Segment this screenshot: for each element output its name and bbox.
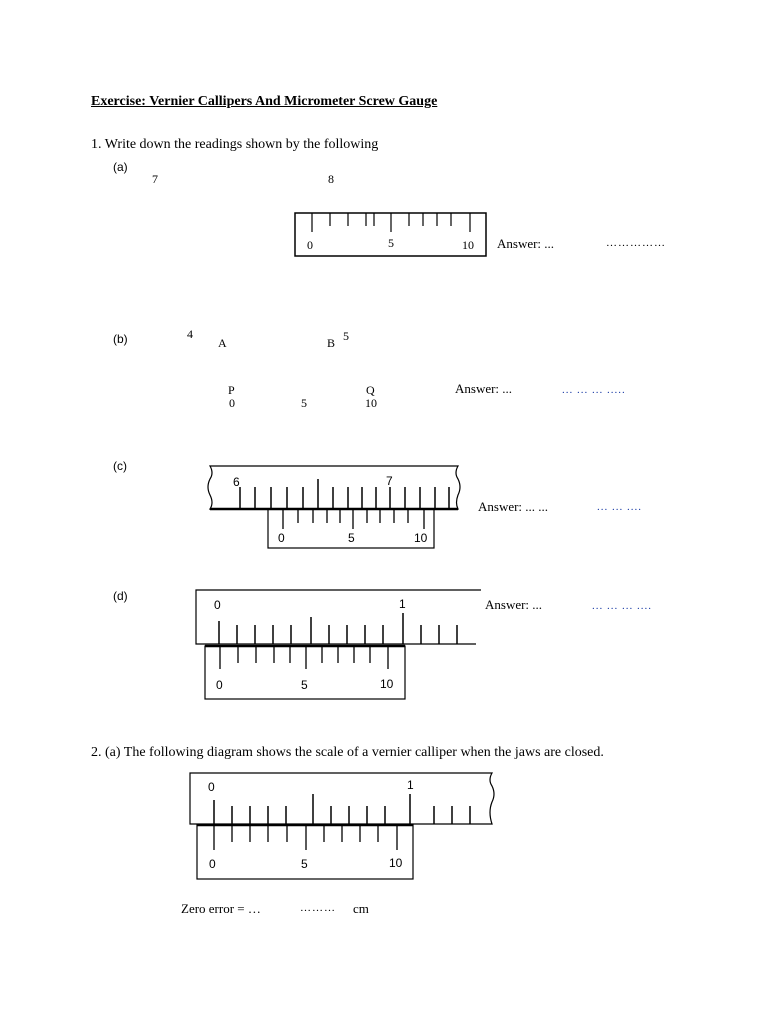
part-c-main-label-6: 6 (233, 475, 240, 489)
part-a-vernier-scale (294, 212, 488, 258)
question-2-prompt: 2. (a) The following diagram shows the scale of a vernier calliper when the jaws are closed. (91, 745, 604, 760)
part-d-main-label-1: 1 (399, 597, 406, 611)
part-c-answer-label: Answer: ... ... (478, 499, 549, 514)
part-b-vernier-label-0: 0 (229, 396, 235, 410)
part-b-main-left-number: 4 (187, 327, 193, 341)
q2-main-label-1: 1 (407, 778, 414, 792)
part-c-answer-blank: ... ... .... (597, 501, 642, 513)
part-c-main-label-7: 7 (386, 474, 393, 488)
part-a-answer-blank: …………… (606, 237, 666, 249)
part-b-point-a: A (218, 336, 227, 350)
part-b-point-q: Q (366, 383, 375, 397)
part-b-vernier-label-10: 10 (365, 396, 377, 410)
part-a-vernier-label-5: 5 (388, 236, 394, 250)
part-a-answer-label: Answer: ... (497, 236, 555, 251)
q2-vernier-label-0: 0 (209, 857, 216, 871)
q2-main-label-0: 0 (208, 780, 215, 794)
zero-error-blank: ……… (300, 902, 336, 914)
part-d-vernier-scale (194, 589, 484, 701)
part-c-vernier-label-5: 5 (348, 531, 355, 545)
part-b-label: (b) (113, 332, 128, 346)
page-title: Exercise: Vernier Callipers And Micrometer Screw Gauge (91, 94, 438, 109)
question-1-prompt: 1. Write down the readings shown by the following (91, 137, 379, 152)
part-b-main-right-number: 5 (343, 329, 349, 343)
part-b-answer-blank: ... ... ... ..... (562, 384, 626, 396)
part-a-main-left-number: 7 (152, 172, 158, 186)
part-d-answer-label: Answer: ... (485, 597, 543, 612)
part-d-vernier-label-10: 10 (380, 677, 394, 691)
zero-error-label: Zero error = … (181, 901, 261, 916)
part-a-vernier-label-0: 0 (307, 238, 313, 252)
part-a-main-right-number: 8 (328, 172, 334, 186)
part-a-label: (a) (113, 160, 128, 174)
part-b-point-b: B (327, 336, 336, 350)
q2-vernier-label-10: 10 (389, 856, 403, 870)
part-d-main-label-0: 0 (214, 598, 221, 612)
part-c-vernier-label-10: 10 (414, 531, 428, 545)
part-d-vernier-label-5: 5 (301, 678, 308, 692)
part-d-vernier-label-0: 0 (216, 678, 223, 692)
part-c-vernier-label-0: 0 (278, 531, 285, 545)
part-b-vernier-label-5: 5 (301, 396, 307, 410)
part-b-answer-label: Answer: ... (455, 381, 513, 396)
part-b-point-p: P (228, 383, 235, 397)
q2-vernier-label-5: 5 (301, 857, 308, 871)
part-d-label: (d) (113, 589, 128, 603)
part-d-answer-blank: ... ... ... .... (592, 600, 652, 612)
part-c-vernier-scale (205, 465, 463, 549)
q2-vernier-scale (188, 772, 500, 882)
zero-error-unit: cm (353, 901, 369, 916)
part-a-vernier-label-10: 10 (462, 238, 474, 252)
part-c-label: (c) (113, 459, 127, 473)
